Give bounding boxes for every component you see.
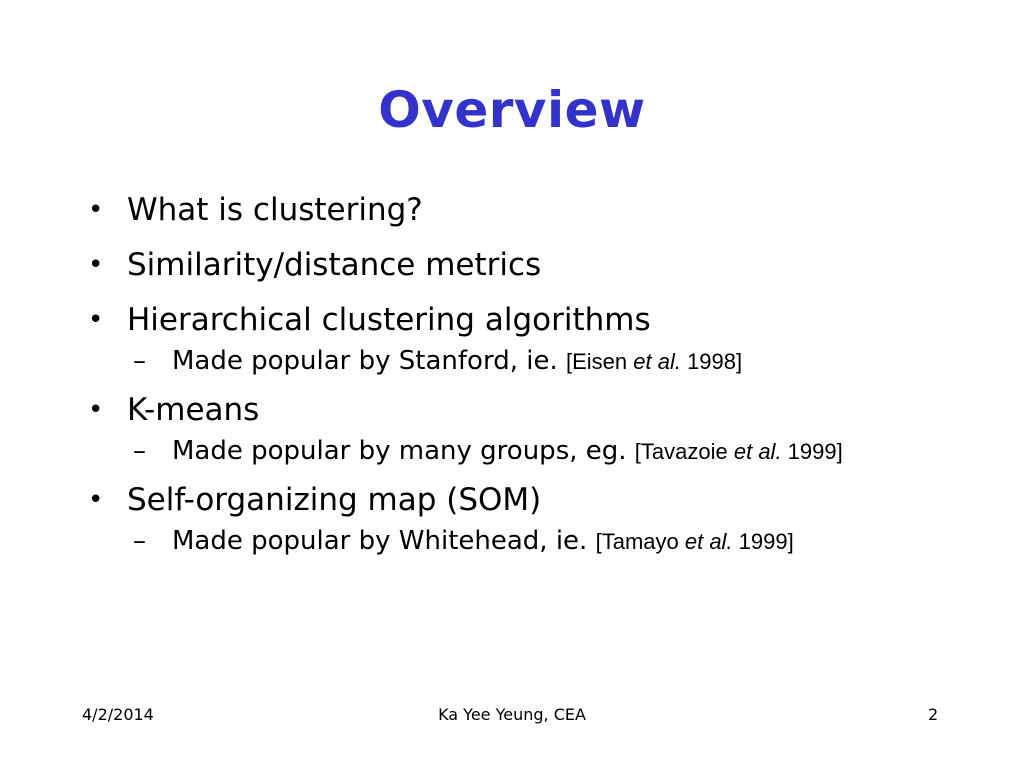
citation-etal: et al. bbox=[633, 349, 681, 374]
sub-bullet-list bbox=[127, 434, 972, 469]
sub-bullet-item bbox=[127, 434, 912, 469]
sub-bullet-item bbox=[127, 344, 912, 379]
citation bbox=[596, 529, 794, 554]
page-number: 2 bbox=[928, 705, 939, 724]
dash-icon: – bbox=[133, 526, 146, 556]
citation-year: 1999] bbox=[732, 529, 794, 554]
bullet-item bbox=[82, 245, 972, 285]
bullet-item bbox=[82, 190, 972, 230]
sub-bullet-text: Made popular by Whitehead, ie. bbox=[172, 526, 596, 556]
slide-title: Overview bbox=[378, 81, 646, 139]
citation-author: [Tavazoie bbox=[634, 439, 734, 464]
bullet-text: What is clustering? bbox=[127, 192, 423, 228]
bullet-icon: • bbox=[88, 195, 104, 225]
bullet-text: Hierarchical clustering algorithms bbox=[127, 302, 651, 338]
bullet-item bbox=[82, 300, 972, 379]
footer-date: 4/2/2014 bbox=[82, 705, 154, 724]
bullet-list bbox=[82, 190, 972, 570]
citation bbox=[566, 349, 742, 374]
sub-bullet-text: Made popular by many groups, eg. bbox=[172, 436, 635, 466]
bullet-icon: • bbox=[88, 485, 104, 515]
sub-bullet-list bbox=[127, 524, 972, 559]
bullet-icon: • bbox=[88, 305, 104, 335]
dash-icon: – bbox=[133, 436, 146, 466]
sub-bullet-item bbox=[127, 524, 912, 559]
bullet-text: Similarity/distance metrics bbox=[127, 247, 542, 283]
bullet-text: K-means bbox=[127, 392, 260, 428]
footer-author: Ka Yee Yeung, CEA bbox=[438, 705, 586, 724]
bullet-item bbox=[82, 480, 972, 559]
citation-etal: et al. bbox=[733, 439, 782, 464]
dash-icon: – bbox=[133, 346, 146, 376]
citation-author: [Tamayo bbox=[595, 529, 685, 554]
sub-bullet-list bbox=[127, 344, 972, 379]
citation bbox=[635, 439, 843, 464]
citation-author: [Eisen bbox=[565, 349, 634, 374]
bullet-icon: • bbox=[88, 395, 104, 425]
bullet-item bbox=[82, 390, 972, 469]
citation-year: 1998] bbox=[680, 349, 743, 374]
citation-etal: et al. bbox=[684, 529, 733, 554]
bullet-text: Self-organizing map (SOM) bbox=[127, 482, 542, 518]
bullet-icon: • bbox=[88, 250, 104, 280]
citation-year: 1999] bbox=[781, 439, 843, 464]
sub-bullet-text: Made popular by Stanford, ie. bbox=[172, 346, 566, 376]
